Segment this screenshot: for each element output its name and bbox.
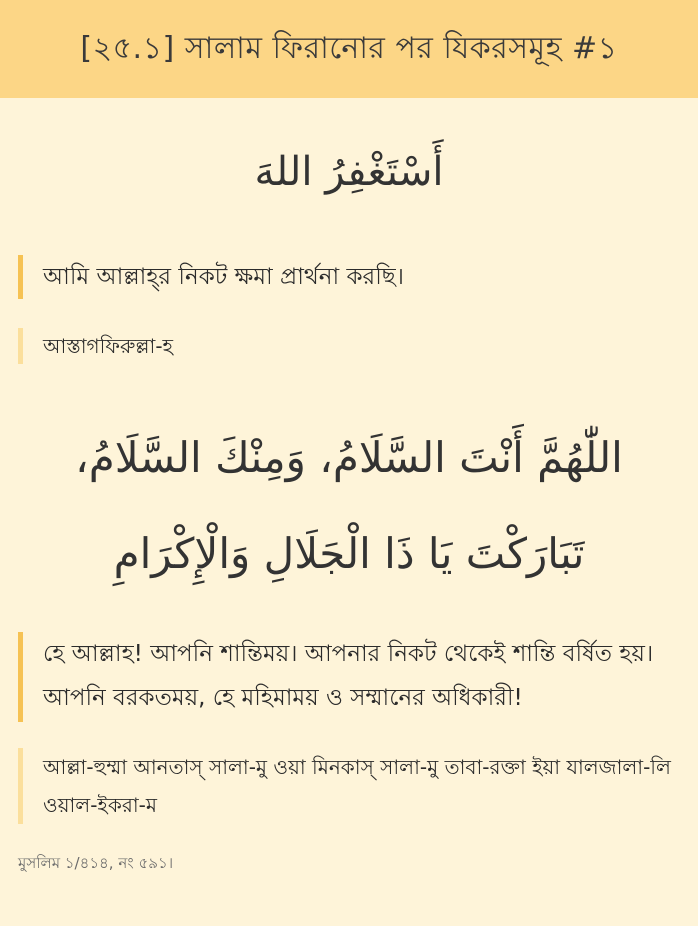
meaning-text-2: হে আল্লাহ! আপনি শান্তিময়। আপনার নিকট থেকেই শান্তি বর্ষিত হয়। আপনি বরকতময়, হে মহিমাময় ও সম্মানের অধিকারী! (18, 632, 698, 722)
transliteration-text-1: আস্তাগফিরুল্লা-হ (18, 328, 698, 364)
transliteration-text-2: আল্লা-হুম্মা আনতাস্ সালা-মু ওয়া মিনকাস্ সালা-মু তাবা-রক্তা ইয়া যালজালা-লি ওয়াল-ইকরা-ম (18, 748, 698, 824)
header-bar (0, 0, 698, 98)
arabic-text-2: اللّٰهُمَّ أَنْتَ السَّلَامُ، وَمِنْكَ السَّلَامُ، تَبَارَكْتَ يَا ذَا الْجَلَالِ وَالْإِكْرَامِ (75, 433, 623, 578)
arabic-text-1: أَسْتَغْفِرُ اللهَ (254, 149, 444, 195)
meaning-text-1: আমি আল্লাহ্‌র নিকট ক্ষমা প্রার্থনা করছি। (18, 255, 698, 299)
source-reference: মুসলিম ১/৪১৪, নং ৫৯১। (18, 854, 174, 872)
page-title: [২৫.১] সালাম ফিরানোর পর যিকরসমূহ #১ (80, 30, 618, 66)
